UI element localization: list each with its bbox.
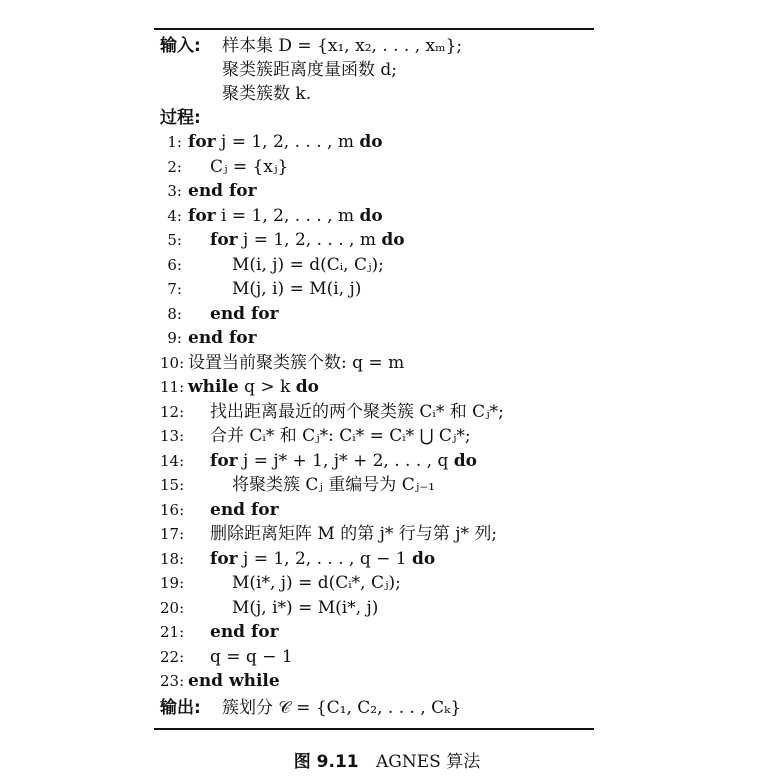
output-text: 簇划分 𝒞 = {C₁, C₂, . . . , Cₖ} xyxy=(222,697,462,718)
step-line xyxy=(160,375,592,400)
step-number: 8: xyxy=(167,304,182,323)
step-line xyxy=(160,253,592,278)
step-text: Cⱼ = {xⱼ} xyxy=(210,156,289,177)
step-text: for j = j* + 1, j* + 2, . . . , q do xyxy=(210,450,477,471)
step-text: for i = 1, 2, . . . , m do xyxy=(188,205,383,226)
step-line xyxy=(160,179,592,204)
step-list xyxy=(160,130,592,694)
step-line xyxy=(160,547,592,572)
algorithm-block xyxy=(160,34,592,720)
step-text: for j = 1, 2, . . . , m do xyxy=(188,132,383,152)
process-label: 过程: xyxy=(160,108,201,128)
step-line xyxy=(160,498,592,523)
step-number: 4: xyxy=(167,206,182,225)
step-text: 设置当前聚类簇个数: q = m xyxy=(188,352,405,373)
step-line xyxy=(160,522,592,547)
step-number: 18: xyxy=(160,549,185,568)
step-number: 12: xyxy=(160,402,185,421)
step-text: for j = 1, 2, . . . , q − 1 do xyxy=(210,548,436,569)
step-number: 16: xyxy=(160,500,185,519)
step-number: 20: xyxy=(160,598,185,617)
step-line xyxy=(160,400,592,425)
step-line xyxy=(160,351,592,376)
step-text: end for xyxy=(210,499,279,520)
step-number: 9: xyxy=(167,329,182,347)
step-number: 19: xyxy=(160,574,185,592)
figure-title: AGNES 算法 xyxy=(376,752,481,772)
step-number: 3: xyxy=(167,182,182,200)
step-number: 6: xyxy=(167,255,182,274)
step-text: end for xyxy=(210,303,279,324)
step-text: 合并 Cᵢ* 和 Cⱼ*: Cᵢ* = Cᵢ* ⋃ Cⱼ*; xyxy=(210,426,471,446)
step-number: 17: xyxy=(160,525,185,543)
input-row xyxy=(160,34,592,58)
input-row-3 xyxy=(160,82,592,106)
step-number: 23: xyxy=(160,672,185,690)
step-line xyxy=(160,571,592,596)
step-text: end for xyxy=(210,622,279,642)
step-text: M(j, i) = M(i, j) xyxy=(232,279,362,299)
figure-number: 图 9.11 xyxy=(293,752,359,772)
step-text: while q > k do xyxy=(188,377,320,397)
step-line xyxy=(160,302,592,327)
step-number: 21: xyxy=(160,623,185,641)
step-number: 1: xyxy=(167,133,182,151)
step-line xyxy=(160,645,592,670)
step-text: for j = 1, 2, . . . , m do xyxy=(210,230,405,250)
step-line xyxy=(160,424,592,449)
input-line-3: 聚类簇数 k. xyxy=(222,84,312,104)
step-line xyxy=(160,669,592,694)
step-text: 找出距离最近的两个聚类簇 Cᵢ* 和 Cⱼ*; xyxy=(210,401,504,422)
output-label: 输出: xyxy=(160,697,201,718)
output-row xyxy=(160,696,592,720)
step-line xyxy=(160,326,592,351)
step-line xyxy=(160,204,592,229)
step-number: 10: xyxy=(160,353,185,372)
step-text: end for xyxy=(188,328,257,348)
top-rule xyxy=(154,28,594,30)
step-number: 13: xyxy=(160,427,185,445)
step-text: M(i*, j) = d(Cᵢ*, Cⱼ); xyxy=(232,573,401,593)
step-number: 11: xyxy=(160,378,185,396)
figure-caption xyxy=(0,747,774,772)
step-line xyxy=(160,620,592,645)
input-line-2: 聚类簇距离度量函数 d; xyxy=(222,60,398,80)
step-number: 7: xyxy=(167,280,182,298)
step-number: 2: xyxy=(167,157,182,176)
step-line xyxy=(160,155,592,180)
input-line-1: 样本集 D = {x₁, x₂, . . . , xₘ}; xyxy=(222,36,463,56)
step-text: 将聚类簇 Cⱼ 重编号为 Cⱼ₋₁ xyxy=(232,475,435,495)
step-text: q = q − 1 xyxy=(210,646,293,667)
step-line xyxy=(160,596,592,621)
step-line xyxy=(160,449,592,474)
step-text: M(j, i*) = M(i*, j) xyxy=(232,597,379,618)
input-row-2 xyxy=(160,58,592,82)
step-text: 删除距离矩阵 M 的第 j* 行与第 j* 列; xyxy=(210,524,498,544)
step-text: end while xyxy=(188,671,280,691)
step-text: M(i, j) = d(Cᵢ, Cⱼ); xyxy=(232,254,384,275)
step-line xyxy=(160,228,592,253)
step-number: 15: xyxy=(160,476,185,494)
step-text: end for xyxy=(188,181,257,201)
step-line xyxy=(160,130,592,155)
step-line xyxy=(160,473,592,498)
step-number: 5: xyxy=(167,231,182,249)
step-number: 22: xyxy=(160,647,185,666)
bottom-rule xyxy=(154,728,594,730)
process-row xyxy=(160,106,592,130)
input-label: 输入: xyxy=(160,36,201,56)
step-number: 14: xyxy=(160,451,185,470)
step-line xyxy=(160,277,592,302)
